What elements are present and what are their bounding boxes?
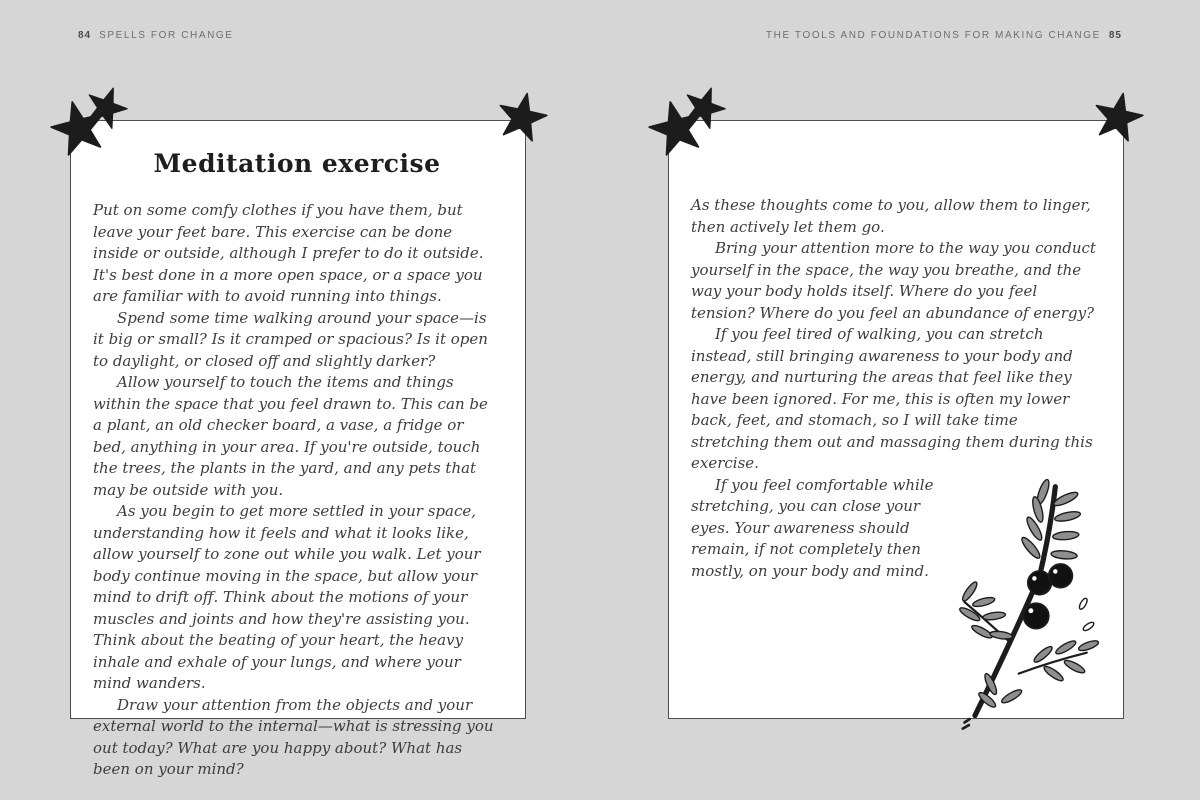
paragraph: As these thoughts come to you, allow them to linger, then actively let them go. xyxy=(691,196,1091,236)
corner-star-icon xyxy=(496,92,548,144)
paragraph: Bring your attention more to the way you conduct yourself in the space, the way you breathe, and the way your body holds itself. Where do you feel tension? Where do you feel an abundance of energy? xyxy=(691,239,1096,322)
juniper-branch-illustration xyxy=(955,471,1105,733)
corner-star-icon xyxy=(84,86,128,130)
running-title-right: THE TOOLS AND FOUNDATIONS FOR MAKING CHANGE xyxy=(765,30,1101,41)
corner-star-icon xyxy=(682,86,726,130)
paragraph: If you feel tired of walking, you can stretch instead, still bringing awareness to your body and energy, and nurturing the areas that feel like they have been ignored. For me, this is often my lower back, feet, and stomach, so I will take time stretching them out and massaging them during this exercise. xyxy=(691,325,1093,472)
left-page-panel xyxy=(70,120,526,778)
running-title-left: SPELLS FOR CHANGE xyxy=(99,30,234,41)
paragraph: Spend some time walking around your space—is it big or small? Is it cramped or spacious? Is it open to daylight, or closed off and slightly darker? xyxy=(93,308,488,370)
running-head-left xyxy=(78,30,234,41)
exercise-title: Meditation exercise xyxy=(153,149,441,178)
paragraph: As you begin to get more settled in your space, understanding how it feels and what it looks like, allow yourself to zone out while you walk. Let your body continue moving in the space, but allow your mind to drift off. Think about the motions of your muscles and joints and how they're assisting you. Think about the beating of your heart, the heavy inhale and exhale of your lungs, and where your mind wanders. xyxy=(93,502,481,692)
paragraph: Put on some comfy clothes if you have them, but leave your feet bare. This exercise can be done inside or outside, although I prefer to do it outside. It's best done in a more open space, or a space you are familiar with to avoid running into things. xyxy=(93,201,484,305)
left-page-body xyxy=(93,200,501,781)
corner-star-icon xyxy=(1092,92,1144,144)
page-number-right: 85 xyxy=(1108,30,1122,41)
paragraph: Draw your attention from the objects and your external world to the internal—what is stressing you out today? What are you happy about? What has been on your mind? xyxy=(93,695,494,778)
page-number-left: 84 xyxy=(78,30,92,41)
right-page-body xyxy=(691,195,1099,582)
paragraph: If you feel comfortable while stretching, you can close your eyes. Your awareness should remain, if not completely then mostly, on your body and mind. xyxy=(691,475,934,580)
right-page-panel xyxy=(668,120,1124,719)
paragraph: Allow yourself to touch the items and things within the space that you feel drawn to. This can be a plant, an old checker board, a vase, a fridge or bed, anything in your area. If you're outside, touch the trees, the plants in the yard, and any pets that may be outside with you. xyxy=(93,373,488,499)
running-head-right xyxy=(766,30,1122,41)
